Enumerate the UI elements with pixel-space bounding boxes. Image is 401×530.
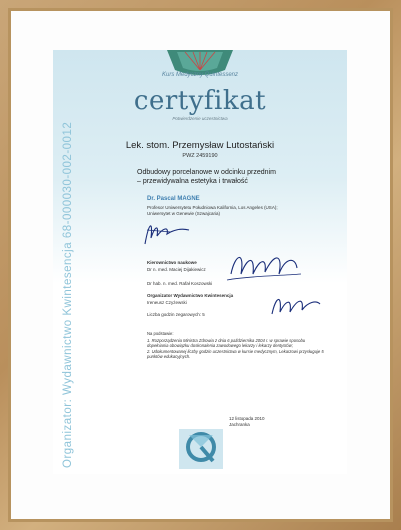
course-title-line1: Odbudowy porcelanowe w odcinku przednim [137,169,276,176]
lecturer-name: Dr. Pascal MAGNE [147,196,200,202]
legal-basis-note-2: 2. Udokumentowanej liczby godzin uczestnictwa w kursie medycznym, Lekarzowi przysługuje 5 punktów edukacyjnych. [147,348,324,359]
scientific-manager-2: Dr hab. n. med. Rafał Koszowski [147,281,213,286]
scientific-manager-signature [225,244,303,286]
course-title [137,168,327,186]
quintessenz-q-logo [179,429,223,469]
lecturer-affiliation-line1: Profesor Uniwersytetu Południowa Kalifornia, Los Angeles (USA); [147,205,278,210]
lecturer-signature [141,212,195,252]
issue-date: 12 listopada 2010 [229,416,265,421]
legal-basis-heading: Na podstawie: [147,331,174,336]
legal-basis-note-1: 1. Rozporządzenia Ministra Zdrowia z dnia 6 października 2004 r. w sprawie sposobu dopełniania obowiązku doskonalenia zawodowego lekarzy i lekarzy dentystów; [147,337,306,348]
certificate [53,50,347,474]
certificate-subtitle: Potwierdzenie uczestnictwa [172,116,228,121]
scientific-management-heading: Kierownictwo naukowe [147,260,197,265]
issue-date-place [229,416,265,428]
scientific-manager-1: Dr n. med. Maciej Dijakiewicz [147,267,206,272]
course-title-line2: – przewidywalna estetyka i trwałość [137,178,248,185]
organizer-heading: Organizator Wydawnictwo Kwintesencja [147,293,234,298]
organizer-signature [268,290,324,320]
legal-basis [147,331,325,360]
issue-place: Jachranka [229,422,250,427]
pwz-number: PWZ 2459190 [182,153,218,159]
lecturer-affiliation-line2: Uniwersytet w Genewie (Szwajcaria) [147,211,221,216]
recipient-name: Lek. stom. Przemysław Lutostański [125,140,275,151]
organizer-side-text: Organizator: Wydawnictwo Kwintesencja 68-000030-002-0012 [62,121,74,468]
hours-count: Liczba godzin zegarowych: 5 [147,312,205,317]
certificate-title: certyfikat [133,86,267,116]
course-series-label: Kurs Medyczny Quintessenz [161,72,239,78]
organizer-person: Ireneusz Czyżewski [147,300,187,305]
